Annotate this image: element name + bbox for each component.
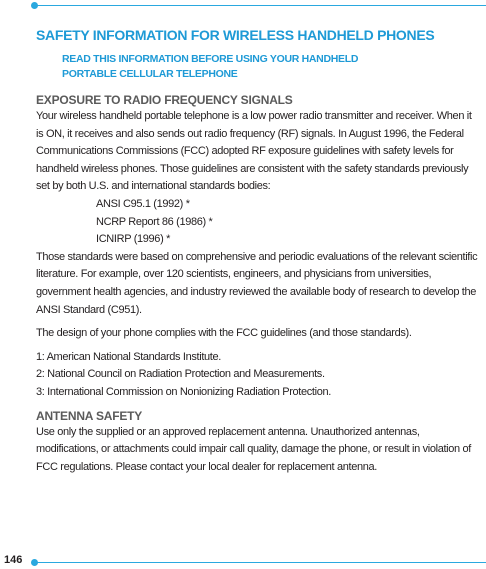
page-subtitle [62, 52, 480, 82]
bottom-rule [36, 562, 486, 563]
footnote: 3: International Commission on Nonionizing Radiation Protection. [36, 385, 331, 398]
subtitle-line: READ THIS INFORMATION BEFORE USING YOUR HANDHELD [62, 53, 359, 65]
standards-list-item: ANSI C95.1 (1992) * [96, 197, 190, 210]
antenna-paragraph: Use only the supplied or an approved replacement antenna. Unauthorized antennas, modifications, or attachments could impair call quality, damage the phone, or result in violation of FCC regulations. Please contact your local dealer for replacement antenna. [36, 425, 471, 473]
footnotes [36, 349, 480, 402]
standards-list-item: NCRP Report 86 (1986) * [96, 215, 213, 228]
standards-list-item: ICNIRP (1996) * [96, 233, 171, 246]
page-title: SAFETY INFORMATION FOR WIRELESS HANDHELD PHONES [36, 27, 435, 43]
exposure-heading: EXPOSURE TO RADIO FREQUENCY SIGNALS [36, 93, 293, 107]
footnote: 2: National Council on Radiation Protection and Measurements. [36, 368, 325, 381]
standards-list [96, 196, 480, 249]
antenna-heading: ANTENNA SAFETY [36, 408, 143, 423]
exposure-paragraph-3: The design of your phone complies with the FCC guidelines (and those standards). [36, 327, 412, 340]
exposure-paragraph-2: Those standards were based on comprehensive and periodic evaluations of the relevant scientific literature. For example, over 120 scientists, engineers, and physicians from universities, government health agencies, and industry reviewed the available body of research to develop the ANSI Standard (C951). [36, 250, 478, 316]
page-number: 146 [4, 554, 23, 566]
exposure-paragraph-1: Your wireless handheld portable telephone is a low power radio transmitter and receiver. When it is ON, it receives and also sends out radio frequency (RF) signals. In August 1996, the Federal Communications Commissions (FCC) adopted RF exposure guidelines with safety levels for handheld wireless phones. Those guidelines are consistent with the safety standards previously set by both U.S. and international standards bodies: [36, 110, 472, 193]
top-rule [36, 5, 486, 6]
subtitle-line: PORTABLE CELLULAR TELEPHONE [62, 68, 238, 80]
footnote: 1: American National Standards Institute. [36, 350, 221, 363]
page-content [36, 26, 480, 476]
